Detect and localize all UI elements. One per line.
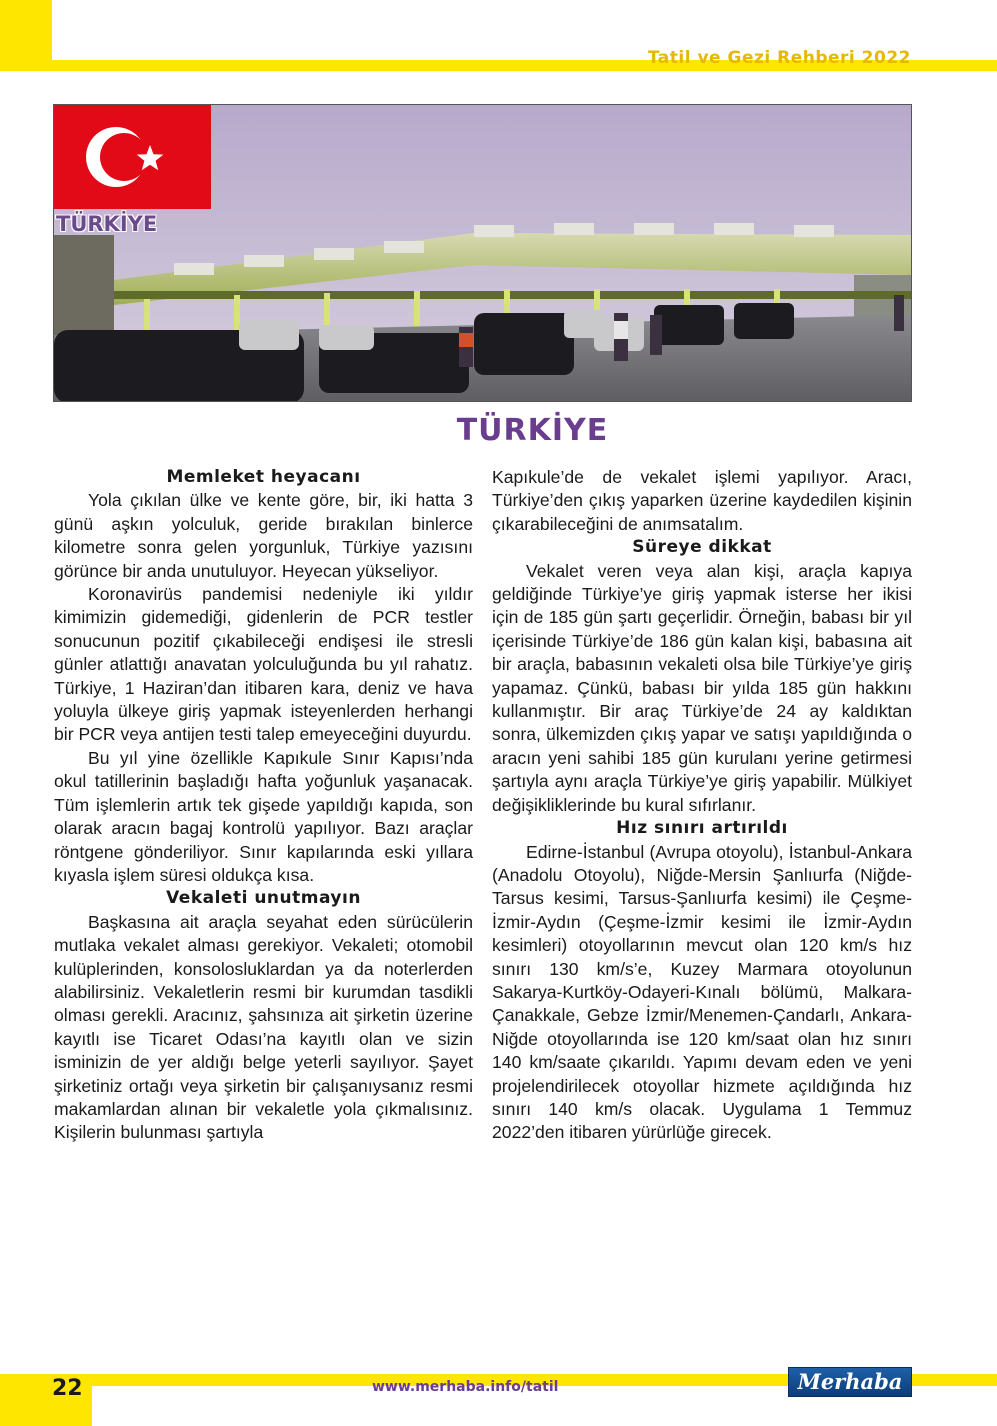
merhaba-logo: Merhaba xyxy=(788,1367,912,1397)
website-link[interactable]: www.merhaba.info/tatil xyxy=(372,1379,559,1395)
paragraph: Koronavirüs pandemisi nedeniyle iki yıldır kimimizin gidemediği, gidenlerin de PCR testler sonucunun pozitif çıkabileceği endişesi ile stresli günler atlattığı anavatan yolculuğunda bu yıl rahatız. Türkiye, 1 Haziran’dan itibaren kara, deniz ve hava yoluyla ülkeye giriş yapmak isteyenlerden herhangi bir PCR veya antijen testi talep emeyeceğini duyurdu. xyxy=(54,584,473,745)
paragraph: Edirne-İstanbul (Avrupa otoyolu), İstanbul-Ankara (Anadolu Otoyolu), Niğde-Mersin Şanlıurfa (Niğde- Tarsus kesimi, Tarsus-Şanlıurfa kesimi) ile Çeşme-İzmir-Aydın (Çeşme-İzmir kesimi ile İzmir-Aydın kesimleri) otoyollarının mevcut olan 120 km/s hız sınırı 130 km/s’e, Kuzey Marmara otoyolunun Sakarya-Kurtköy-Odayeri-Kınalı bölümü, Malkara-Çanakkale, Gebze İzmir/Menemen-Çandarlı, Ankara-Niğde otoyollarında ise 120 km/saat olan hız sınırı 140 km/saate çıkarıldı. Yapımı devam eden ve yeni projelendirilecek otoyollar hizmete açıldığında hız sınırı 140 km/s olacak. Uygulama 1 Temmuz 2022’den itibaren yürürlüğe girecek. xyxy=(492,841,912,1143)
paragraph: Yola çıkılan ülke ve kente göre, bir, iki hatta 3 günü aşkın yolculuk, geride bırakılan binlerce kilometre sonra gelen yorgunluk, Türkiye yazısını görünce bir anda unutuluyor. Heyecan yükseliyor. xyxy=(54,490,473,581)
section-heading: Süreye dikkat xyxy=(632,537,772,558)
country-label: TÜRKİYE xyxy=(56,212,158,236)
section-heading: Vekaleti unutmayın xyxy=(166,888,361,909)
section-heading: Hız sınırı artırıldı xyxy=(616,818,788,839)
page-number: 22 xyxy=(52,1376,83,1401)
turkish-flag xyxy=(54,105,211,209)
paragraph: Başkasına ait araçla seyahat eden sürücülerin mutlaka vekalet alması gerekiyor. Vekaleti; otomobil kulüplerinden, konsolosluklardan ya da noterlerden alabilirsiniz. Vekaletlerin resmi bir kurumdan tasdikli olması gerekli. Aracınız, şahsınıza ait şirketin üzerine kayıtlı ise Ticaret Odası’na kayıtlı olan ve sizin isminizin de yer aldığı belge yeterli sayılıyor. Şayet şirketiniz ortağı veya şirketin bir çalışanıysanız resmi makamlardan alınan bir vekaletle yola çıkmalısınız. Kişilerin bulunması şartıyla xyxy=(54,911,473,1143)
paragraph: Bu yıl yine özellikle Kapıkule Sınır Kapısı’nda okul tatillerinin başladığı hafta yoğunluk yaşanacak. Tüm işlemlerin artık tek gişede yapıldığı kapıda, son olarak aracın bagaj kontrolü yapılıyor. Bazı araçlar röntgene gönderiliyor. Sınır kapılarında eski yıllara kıyasla işlem süresi oldukça kısa. xyxy=(54,747,473,885)
page-title: TÜRKİYE xyxy=(456,413,609,448)
magazine-title: Tatil ve Gezi Rehberi 2022 xyxy=(647,48,911,68)
top-corner-decoration xyxy=(0,0,52,60)
left-column xyxy=(54,466,473,1145)
section-heading: Memleket heyacanı xyxy=(166,467,361,487)
hero-photo xyxy=(53,104,912,402)
paragraph: Vekalet veren veya alan kişi, araçla kapıya geldiğinde Türkiye’ye giriş yapmak isterse her ikisi için de 185 gün şartı geçerlidir. Örneğin, babası bir yıl içerisinde Türkiye’de 186 gün kalan kişi, babasına ait bir araçla, babasının vekaleti olsa bile Türkiye’ye giriş yapamaz. Çünkü, babası bir yılda 185 gün hakkını kullanmıştır. Bir araç Türkiye’de 24 ay kaldıktan sonra, ülkemizden çıkış yapar ve satışı yapıldığında o aracın yeni sahibi 185 gün kurulanı yerine getirmesi şartıyla aynı araçla Türkiye’ye giriş yapabilir. Mülkiyet değişikliklerinde bu kural sıfırlanır. xyxy=(492,560,912,815)
right-column xyxy=(492,466,912,1145)
crescent-star-icon xyxy=(54,105,211,209)
paragraph-continued: Kapıkule’de de vekalet işlemi yapılıyor. Aracı, Türkiye’den çıkış yaparken üzerine kaydedilen kişinin çıkarabileceğini de anımsatalım. xyxy=(492,467,912,534)
